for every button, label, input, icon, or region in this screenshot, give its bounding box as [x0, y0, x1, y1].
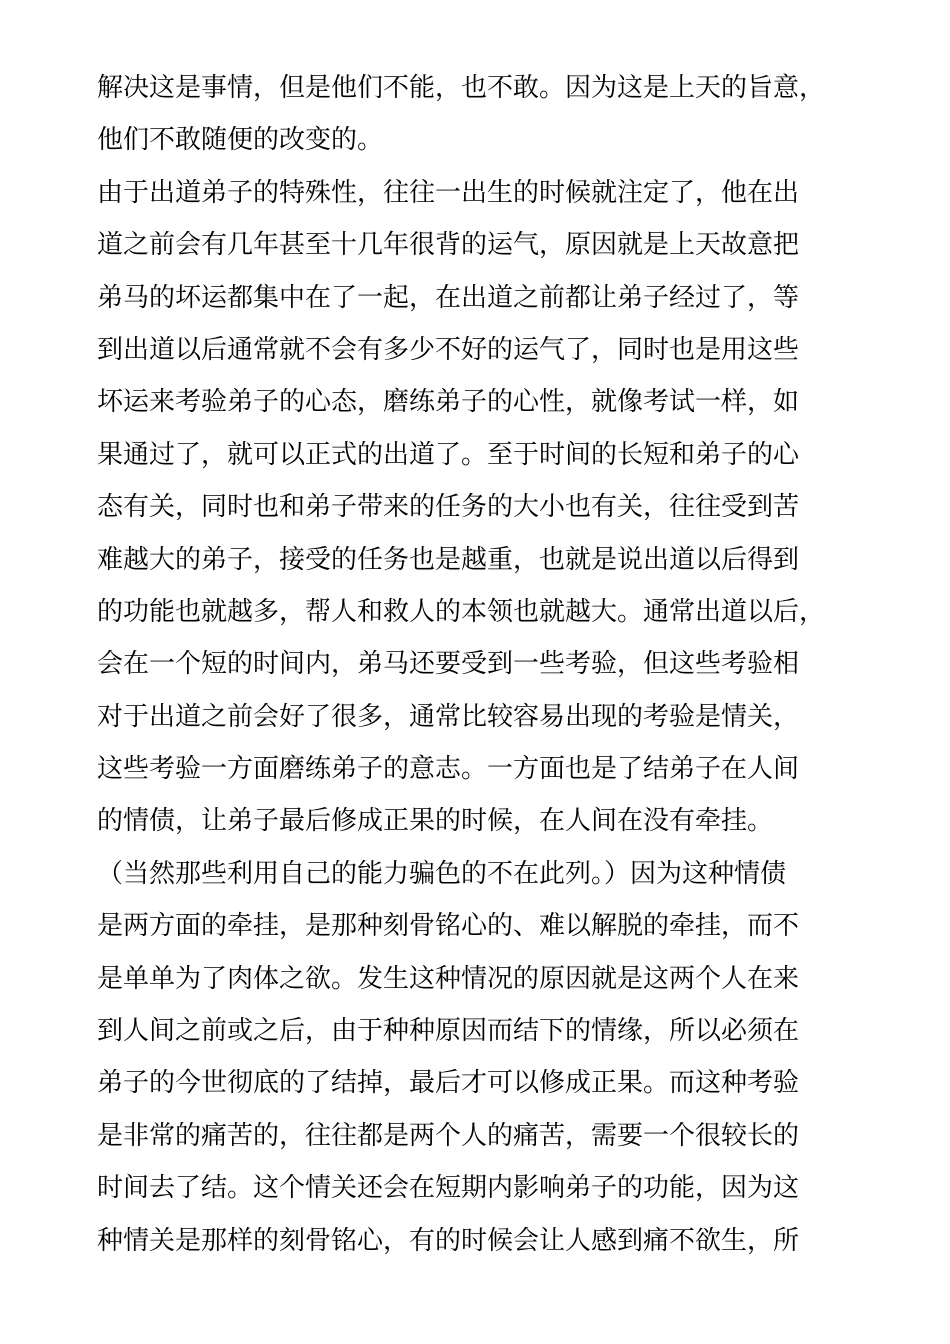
text-line: 的情债，让弟子最后修成正果的时候，在人间在没有牵挂。 [97, 806, 774, 837]
text-line: 弟马的坏运都集中在了一起，在出道之前都让弟子经过了，等 [97, 282, 800, 313]
text-line: 态有关，同时也和弟子带来的任务的大小也有关，往往受到苦 [97, 492, 800, 523]
body-text [97, 62, 877, 1267]
text-line: 由于出道弟子的特殊性，往往一出生的时候就注定了，他在出 [97, 177, 800, 208]
text-line: 难越大的弟子，接受的任务也是越重，也就是说出道以后得到 [97, 544, 800, 575]
text-line: 是非常的痛苦的，往往都是两个人的痛苦，需要一个很较长的 [97, 1120, 800, 1151]
text-line: 这些考验一方面磨练弟子的意志。一方面也是了结弟子在人间 [97, 754, 800, 785]
text-line: 的功能也就越多，帮人和救人的本领也就越大。通常出道以后， [97, 596, 826, 627]
text-line: 种情关是那样的刻骨铭心，有的时候会让人感到痛不欲生，所 [97, 1225, 800, 1256]
text-line: 解决这是事情，但是他们不能，也不敢。因为这是上天的旨意， [97, 73, 826, 103]
text-line: 是两方面的牵挂，是那种刻骨铭心的、难以解脱的牵挂，而不 [97, 911, 800, 942]
text-line: 他们不敢随便的改变的。 [97, 125, 384, 156]
text-line: 到人间之前或之后，由于种种原因而结下的情缘，所以必须在 [97, 1016, 800, 1047]
text-line: 是单单为了肉体之欲。发生这种情况的原因就是这两个人在来 [97, 963, 800, 994]
text-line: 对于出道之前会好了很多，通常比较容易出现的考验是情关， [97, 701, 800, 732]
text-line: （当然那些利用自己的能力骗色的不在此列。）因为这种情债 [97, 858, 787, 889]
text-line: 坏运来考验弟子的心态，磨练弟子的心性，就像考试一样，如 [97, 387, 800, 418]
text-line: 道之前会有几年甚至十几年很背的运气，原因就是上天故意把 [97, 230, 800, 261]
text-line: 果通过了，就可以正式的出道了。至于时间的长短和弟子的心 [97, 439, 800, 470]
text-line: 时间去了结。这个情关还会在短期内影响弟子的功能，因为这 [97, 1173, 800, 1204]
text-line: 到出道以后通常就不会有多少不好的运气了，同时也是用这些 [97, 334, 800, 365]
text-line: 弟子的今世彻底的了结掉，最后才可以修成正果。而这种考验 [97, 1068, 800, 1099]
text-line: 会在一个短的时间内，弟马还要受到一些考验，但这些考验相 [97, 649, 800, 680]
